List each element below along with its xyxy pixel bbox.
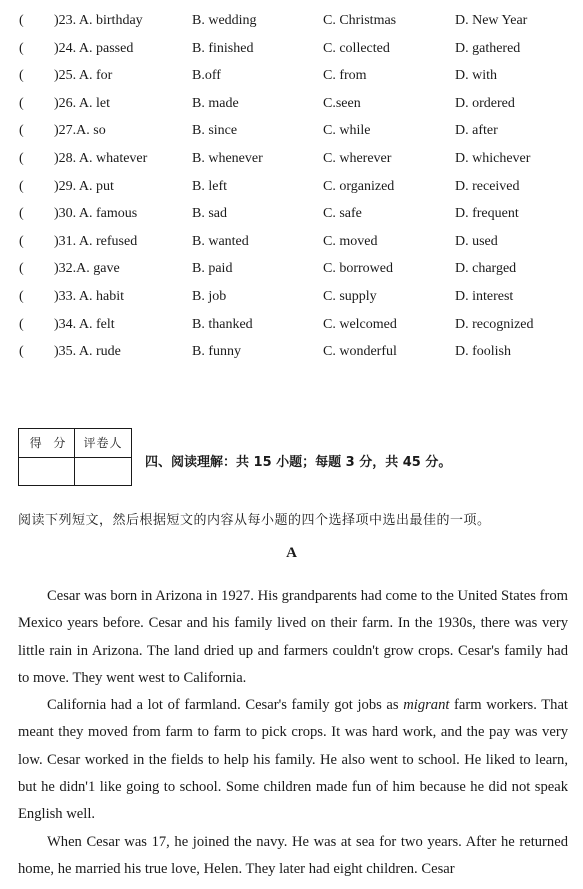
score-table bbox=[18, 428, 132, 486]
option-a: )32.A. gave bbox=[54, 261, 120, 277]
option-b: B. since bbox=[192, 123, 238, 139]
option-c: C. Christmas bbox=[323, 13, 397, 28]
answer-paren: ( bbox=[19, 40, 24, 56]
instruction: 阅读下列短文，然后根据短文的内容从每小题的四个选择项中选出最佳的一项。 bbox=[18, 513, 491, 528]
option-b: B. left bbox=[192, 178, 227, 194]
answer-paren: ( bbox=[19, 206, 24, 222]
option-a: )31. A. refused bbox=[54, 233, 138, 249]
option-c: C. while bbox=[323, 123, 371, 139]
passage-paragraph: California had a lot of farmland. Cesar's family got jobs as migrant farm workers. That meant they moved from farm to farm to pick crops. It was hard work, and the pay was very low. Cesar worked in the fields to help his family. He also went to school. He liked to learn, but he didn'1 like going to school. Some children made fun of him because he did not speak English well. bbox=[18, 697, 568, 823]
option-d: D. frequent bbox=[455, 206, 519, 222]
option-b: B. wedding bbox=[192, 13, 257, 28]
option-d: D. with bbox=[455, 68, 497, 84]
option-c: C.seen bbox=[323, 95, 361, 111]
option-c: C. welcomed bbox=[323, 316, 397, 332]
option-d: D. recognized bbox=[455, 316, 534, 332]
option-d: D. after bbox=[455, 123, 498, 139]
option-a: )34. A. felt bbox=[54, 316, 115, 332]
option-a: )28. A. whatever bbox=[54, 151, 148, 166]
question-row bbox=[0, 68, 583, 88]
section-title: 四、阅读理解：共 15 小题；每题 3 分，共 45 分。 bbox=[145, 455, 452, 470]
answer-paren: ( bbox=[19, 178, 24, 194]
option-d: D. received bbox=[455, 178, 520, 194]
italic-term: migrant bbox=[403, 697, 450, 714]
option-b: B. wanted bbox=[192, 233, 249, 249]
question-row bbox=[0, 261, 583, 281]
option-d: D. New Year bbox=[455, 13, 528, 28]
question-row bbox=[0, 234, 583, 254]
option-b: B. job bbox=[192, 289, 227, 304]
answer-paren: ( bbox=[19, 95, 24, 111]
answer-paren: ( bbox=[19, 344, 24, 360]
answer-paren: ( bbox=[19, 261, 24, 277]
score-header: 得 分 bbox=[29, 436, 67, 450]
question-row bbox=[0, 41, 583, 61]
option-c: C. wherever bbox=[323, 151, 392, 166]
question-row bbox=[0, 206, 583, 226]
answer-paren: ( bbox=[19, 68, 24, 84]
answer-paren: ( bbox=[19, 316, 24, 332]
option-b: B. whenever bbox=[192, 151, 263, 166]
option-c: C. supply bbox=[323, 289, 377, 304]
option-a: )29. A. put bbox=[54, 178, 114, 194]
option-b: B. paid bbox=[192, 261, 233, 277]
question-row bbox=[0, 289, 583, 309]
option-c: C. moved bbox=[323, 233, 378, 249]
option-c: C. organized bbox=[323, 178, 395, 194]
option-b: B. thanked bbox=[192, 316, 253, 332]
option-d: D. ordered bbox=[455, 95, 515, 111]
option-b: B. sad bbox=[192, 206, 227, 222]
option-a: )27.A. so bbox=[54, 123, 106, 139]
option-a: )25. A. for bbox=[54, 68, 113, 84]
table-divider bbox=[19, 457, 131, 458]
passage-paragraph: When Cesar was 17, he joined the navy. He was at sea for two years. After he returned home, he married his true love, Helen. They later had eight children. Cesar bbox=[18, 833, 568, 877]
question-row bbox=[0, 317, 583, 337]
option-a: )26. A. let bbox=[54, 95, 110, 111]
option-a: )24. A. passed bbox=[54, 40, 134, 56]
answer-paren: ( bbox=[19, 123, 24, 139]
question-row bbox=[0, 123, 583, 143]
option-b: B. made bbox=[192, 95, 239, 111]
question-row bbox=[0, 96, 583, 116]
option-a: )35. A. rude bbox=[54, 344, 121, 360]
passage-paragraph: Cesar was born in Arizona in 1927. His grandparents had come to the United States from Mexico years before. Cesar and his family lived on their farm. In the 1930s, there was very little rain in Arizona. The land dried up and farmers couldn't grow crops. Cesar's family had to move. They went west to California. bbox=[18, 588, 568, 686]
option-a: )30. A. famous bbox=[54, 206, 138, 222]
option-b: B. funny bbox=[192, 344, 241, 360]
question-row bbox=[0, 344, 583, 364]
passage bbox=[18, 583, 568, 883]
option-a: )23. A. birthday bbox=[54, 13, 143, 28]
answer-paren: ( bbox=[19, 289, 24, 304]
option-c: C. wonderful bbox=[323, 344, 397, 360]
option-b: B. finished bbox=[192, 40, 254, 56]
option-c: C. collected bbox=[323, 40, 390, 56]
option-d: D. interest bbox=[455, 289, 514, 304]
option-d: D. charged bbox=[455, 261, 517, 277]
option-b: B.off bbox=[192, 68, 221, 84]
grader-header: 评卷人 bbox=[83, 436, 123, 450]
option-d: D. foolish bbox=[455, 344, 511, 360]
question-row bbox=[0, 151, 583, 171]
answer-paren: ( bbox=[19, 233, 24, 249]
option-c: C. from bbox=[323, 68, 367, 84]
option-c: C. borrowed bbox=[323, 261, 393, 277]
option-a: )33. A. habit bbox=[54, 289, 124, 304]
answer-paren: ( bbox=[19, 13, 24, 28]
option-c: C. safe bbox=[323, 206, 362, 222]
option-d: D. gathered bbox=[455, 40, 521, 56]
passage-label: A bbox=[286, 545, 297, 561]
question-row bbox=[0, 13, 583, 33]
option-d: D. used bbox=[455, 233, 498, 249]
answer-paren: ( bbox=[19, 151, 24, 166]
option-d: D. whichever bbox=[455, 151, 531, 166]
question-row bbox=[0, 179, 583, 199]
